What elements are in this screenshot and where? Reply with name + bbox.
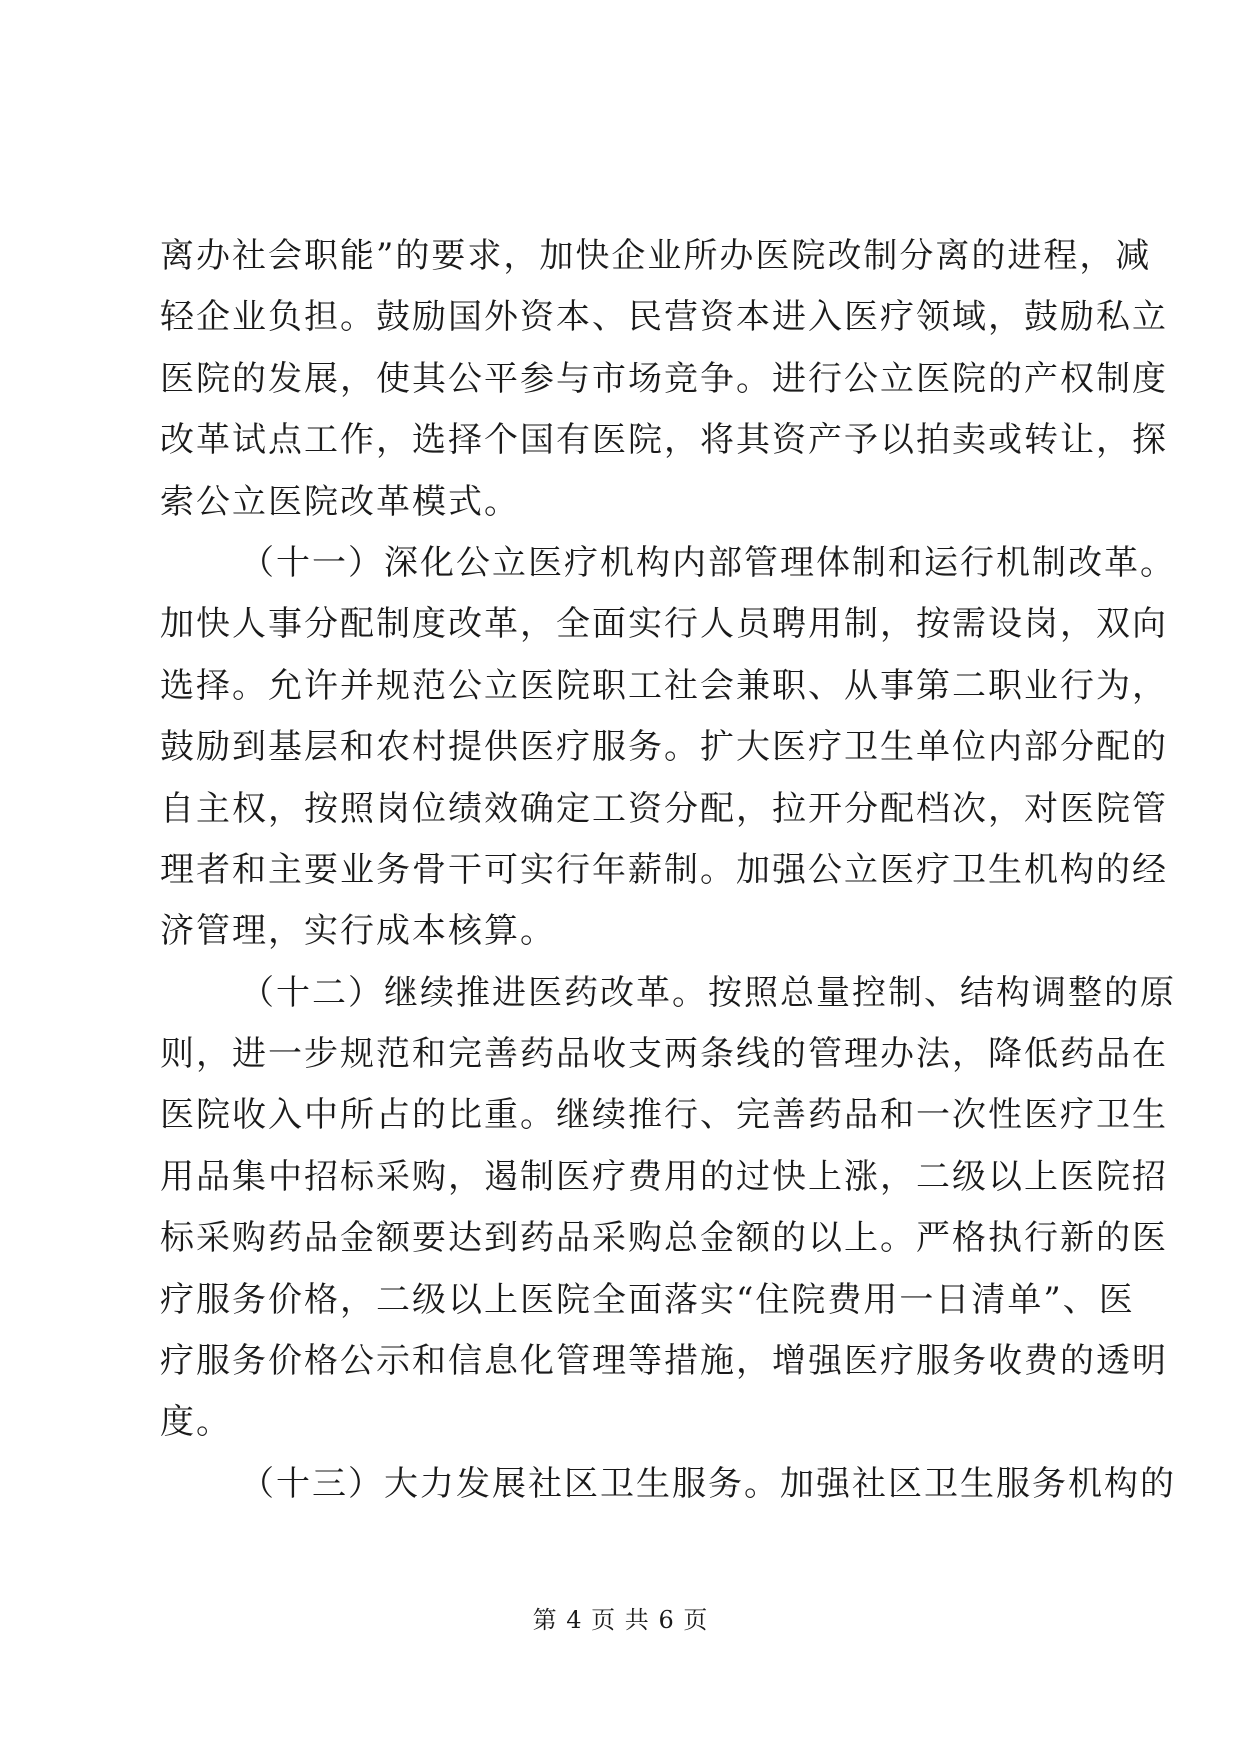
text-line: 则，进一步规范和完善药品收支两条线的管理办法，降低药品在	[160, 1034, 1168, 1075]
text-line: 加快人事分配制度改革，全面实行人员聘用制，按需设岗，双向	[160, 604, 1168, 645]
text-line: 选择。允许并规范公立医院职工社会兼职、从事第二职业行为，	[160, 665, 1168, 706]
text-line: 鼓励到基层和农村提供医疗服务。扩大医疗卫生单位内部分配的	[160, 727, 1168, 768]
text-line: 济管理，实行成本核算。	[160, 911, 556, 952]
text-line: 改革试点工作，选择个国有医院，将其资产予以拍卖或转让，探	[160, 420, 1168, 461]
text-line: 疗服务价格公示和信息化管理等措施，增强医疗服务收费的透明	[160, 1341, 1168, 1382]
text-line: 医院的发展，使其公平参与市场竞争。进行公立医院的产权制度	[160, 358, 1168, 399]
page-footer	[0, 1604, 1241, 1636]
section-heading-line: （十三）大力发展社区卫生服务。加强社区卫生服务机构的	[240, 1463, 1176, 1504]
text-line: 离办社会职能”的要求，加快企业所办医院改制分离的进程，减	[160, 236, 1152, 276]
text-line: 医院收入中所占的比重。继续推行、完善药品和一次性医疗卫生	[160, 1095, 1168, 1136]
section-heading-line: （十二）继续推进医药改革。按照总量控制、结构调整的原	[240, 972, 1176, 1013]
text-line: 标采购药品金额要达到药品采购总金额的以上。严格执行新的医	[160, 1218, 1168, 1259]
section-heading-line: （十一）深化公立医疗机构内部管理体制和运行机制改革。	[240, 542, 1176, 583]
text-line: 疗服务价格，二级以上医院全面落实“住院费用一日清单”、医	[160, 1279, 1135, 1320]
document-body	[160, 226, 1176, 1515]
text-line: 用品集中招标采购，遏制医疗费用的过快上涨，二级以上医院招	[160, 1156, 1168, 1197]
text-line: 轻企业负担。鼓励国外资本、民营资本进入医疗领域，鼓励私立	[160, 297, 1168, 338]
text-line: 理者和主要业务骨干可实行年薪制。加强公立医疗卫生机构的经	[160, 849, 1168, 890]
text-line: 自主权，按照岗位绩效确定工资分配，拉开分配档次，对医院管	[160, 788, 1168, 829]
text-line: 度。	[160, 1402, 232, 1443]
page-number-label: 第 4 页 共 6 页	[532, 1606, 709, 1634]
text-line: 索公立医院改革模式。	[160, 481, 520, 522]
